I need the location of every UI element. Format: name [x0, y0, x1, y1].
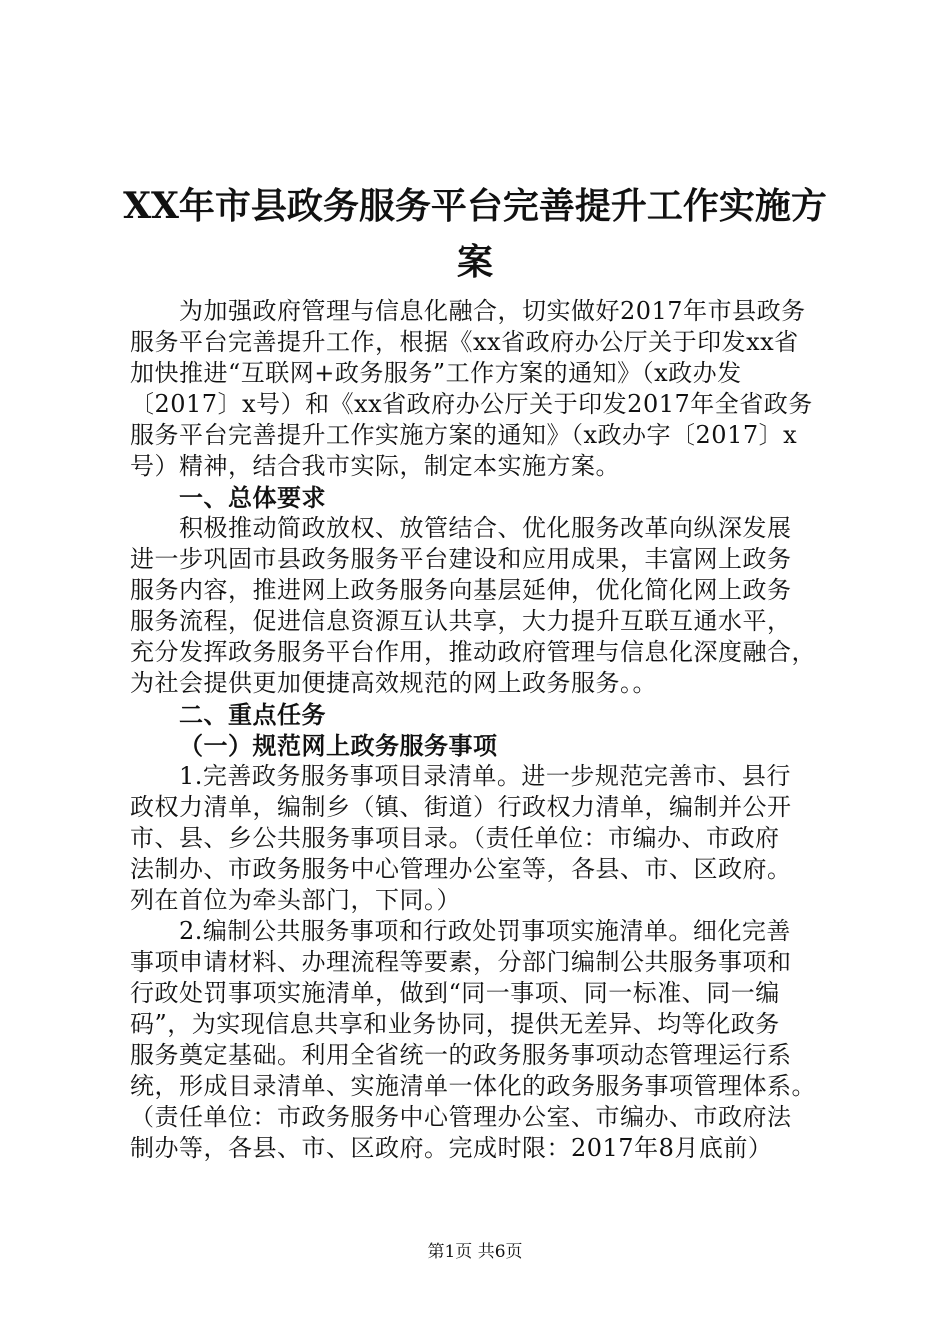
document-title — [120, 178, 830, 290]
body-text-line: （责任单位：市政务服务中心管理办公室、市编办、市政府法 — [130, 1103, 792, 1131]
body-text-line: 进一步巩固市县政务服务平台建设和应用成果，丰富网上政务 — [130, 545, 792, 573]
body-text-line: 制办等，各县、市、区政府。完成时限：2017年8月底前） — [130, 1134, 773, 1162]
body-text-line: 列在首位为牵头部门，下同。） — [130, 886, 461, 914]
body-text-line: 1.完善政务服务事项目录清单。进一步规范完善市、县行 — [179, 762, 791, 790]
body-text-line: 为社会提供更加便捷高效规范的网上政务服务。。 — [130, 669, 657, 697]
body-text-line: 为加强政府管理与信息化融合，切实做好2017年市县政务 — [179, 297, 806, 325]
body-text-line: 行政处罚事项实施清单，做到“同一事项、同一标准、同一编 — [130, 979, 780, 1007]
body-text-line: 积极推动简政放权、放管结合、优化服务改革向纵深发展 — [179, 514, 792, 542]
document-body — [130, 296, 842, 1164]
body-text-line: 市、县、乡公共服务事项目录。（责任单位：市编办、市政府 — [130, 824, 780, 852]
body-text-line: 服务内容，推进网上政务服务向基层延伸，优化简化网上政务 — [130, 576, 792, 604]
body-text-line: 政权力清单，编制乡（镇、街道）行政权力清单，编制并公开 — [130, 793, 792, 821]
body-text-line: 码”，为实现信息共享和业务协同，提供无差异、均等化政务 — [130, 1010, 780, 1038]
body-text-line: 事项申请材料、办理流程等要素，分部门编制公共服务事项和 — [130, 948, 792, 976]
body-text-line: 充分发挥政务服务平台作用，推动政府管理与信息化深度融合， — [130, 638, 816, 666]
title-line-2: 案 — [456, 241, 493, 283]
body-text-line: 加快推进“互联网+政务服务”工作方案的通知》（x政办发 — [130, 359, 742, 387]
title-line-1: XX年市县政务服务平台完善提升工作实施方 — [123, 185, 827, 227]
body-text-line: 服务平台完善提升工作，根据《xx省政府办公厅关于印发xx省 — [130, 328, 799, 356]
section-heading: （一）规范网上政务服务事项 — [179, 731, 498, 760]
body-text-line: 2.编制公共服务事项和行政处罚事项实施清单。细化完善 — [179, 917, 791, 945]
body-text-line: 法制办、市政务服务中心管理办公室等，各县、市、区政府。 — [130, 855, 792, 883]
section-heading: 二、重点任务 — [179, 700, 326, 729]
body-text-line: 统，形成目录清单、实施清单一体化的政务服务事项管理体系。 — [130, 1072, 816, 1100]
body-text-line: 服务奠定基础。利用全省统一的政务服务事项动态管理运行系 — [130, 1041, 792, 1069]
body-text-line: 号）精神，结合我市实际，制定本实施方案。 — [130, 452, 620, 480]
body-text-line: 〔2017〕x号）和《xx省政府办公厅关于印发2017年全省政务 — [130, 390, 813, 418]
page-footer: 第1页 共6页 — [427, 1242, 523, 1262]
section-heading: 一、总体要求 — [179, 483, 326, 512]
body-text-line: 服务平台完善提升工作实施方案的通知》（x政办字〔2017〕x — [130, 421, 798, 449]
body-text-line: 服务流程，促进信息资源互认共享，大力提升互联互通水平， — [130, 607, 792, 635]
